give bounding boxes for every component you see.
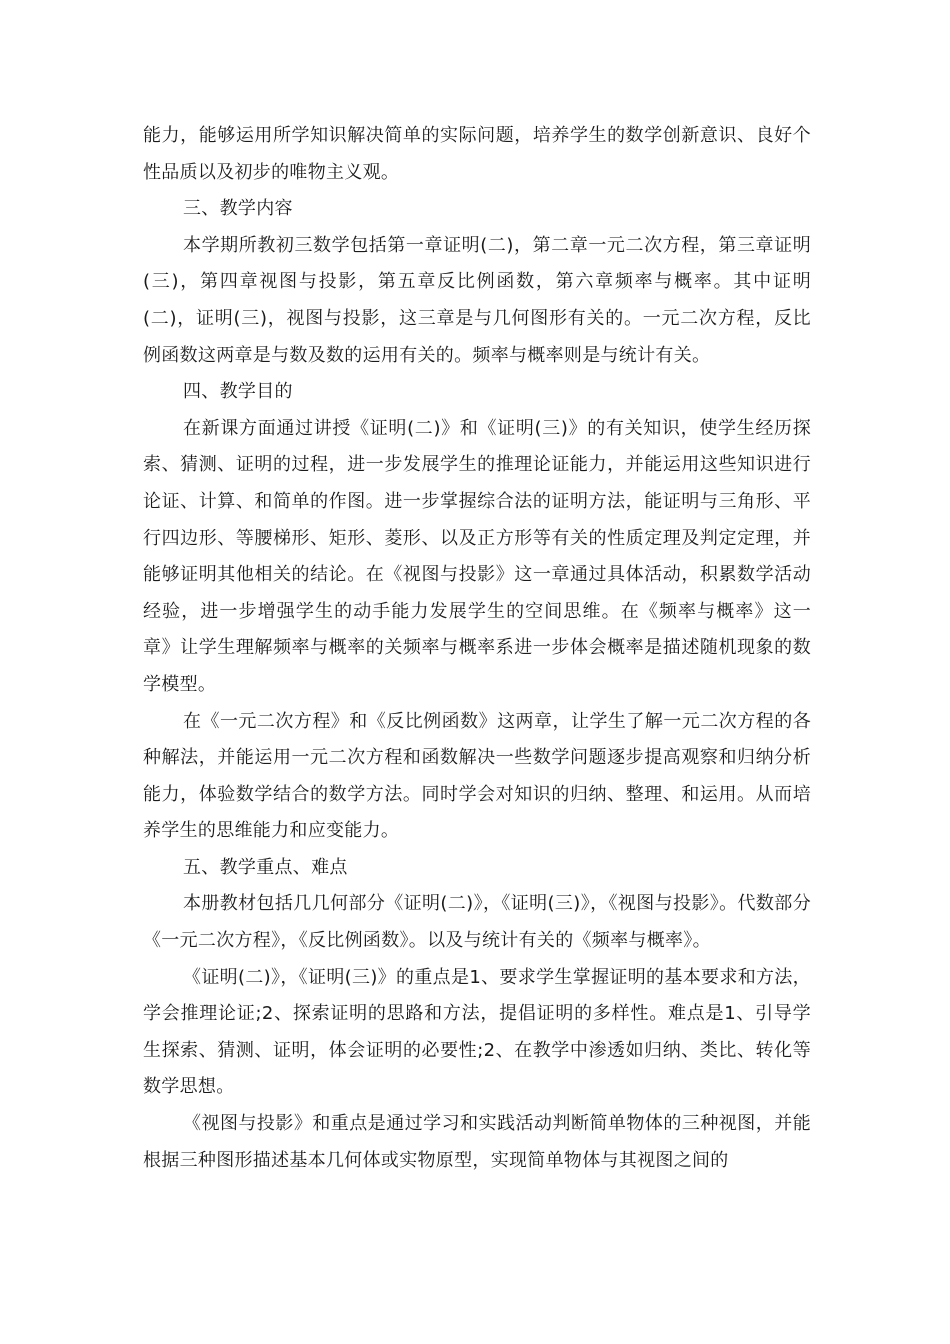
document-body: [143, 118, 811, 1179]
section-heading-key-points: 五、教学重点、难点: [183, 856, 348, 878]
section-heading-teaching-content: 三、教学内容: [183, 198, 293, 220]
paragraph-teaching-content: 本学期所教初三数学包括第一章证明(二)，第二章一元二次方程，第三章证明(三)，第四章视图与投影，第五章反比例函数，第六章频率与概率。其中证明(二)，证明(三)，视图与投影，这三章是与几何图形有关的。一元二次方程，反比例函数这两章是与数及数的运用有关的。频率与概率则是与统计有关。: [143, 234, 811, 366]
paragraph-teaching-goals-2: 在《一元二次方程》和《反比例函数》这两章，让学生了解一元二次方程的各种解法，并能运用一元二次方程和函数解决一些数学问题逐步提高观察和归纳分析能力，体验数学结合的数学方法。同时学会对知识的归纳、整理、和运用。从而培养学生的思维能力和应变能力。: [143, 710, 811, 842]
paragraph-key-points-2: 《证明(二)》，《证明(三)》的重点是1、要求学生掌握证明的基本要求和方法，学会推理论证;2、探索证明的思路和方法，提倡证明的多样性。难点是1、引导学生探索、猜测、证明，体会证明的必要性;2、在教学中渗透如归纳、类比、转化等数学思想。: [143, 966, 811, 1098]
paragraph-key-points-1: 本册教材包括几几何部分《证明(二)》，《证明(三)》，《视图与投影》。代数部分《一元二次方程》，《反比例函数》。以及与统计有关的《频率与概率》。: [143, 893, 811, 952]
paragraph-1: 能力，能够运用所学知识解决简单的实际问题，培养学生的数学创新意识、良好个性品质以及初步的唯物主义观。: [143, 125, 811, 183]
paragraph-teaching-goals-1: 在新课方面通过讲授《证明(二)》和《证明(三)》的有关知识，使学生经历探索、猜测、证明的过程，进一步发展学生的推理论证能力，并能运用这些知识进行论证、计算、和简单的作图。进一步掌握综合法的证明方法，能证明与三角形、平行四边形、等腰梯形、矩形、菱形、以及正方形等有关的性质定理及判定定理，并能够证明其他相关的结论。在《视图与投影》这一章通过具体活动，积累数学活动经验，进一步增强学生的动手能力发展学生的空间思维。在《频率与概率》这一章》让学生理解频率与概率的关频率与概率系进一步体会概率是描述随机现象的数学模型。: [143, 417, 811, 695]
section-heading-teaching-goals: 四、教学目的: [183, 381, 293, 403]
paragraph-key-points-3: 《视图与投影》和重点是通过学习和实践活动判断简单物体的三种视图，并能根据三种图形描述基本几何体或实物原型，实现简单物体与其视图之间的: [143, 1113, 811, 1171]
